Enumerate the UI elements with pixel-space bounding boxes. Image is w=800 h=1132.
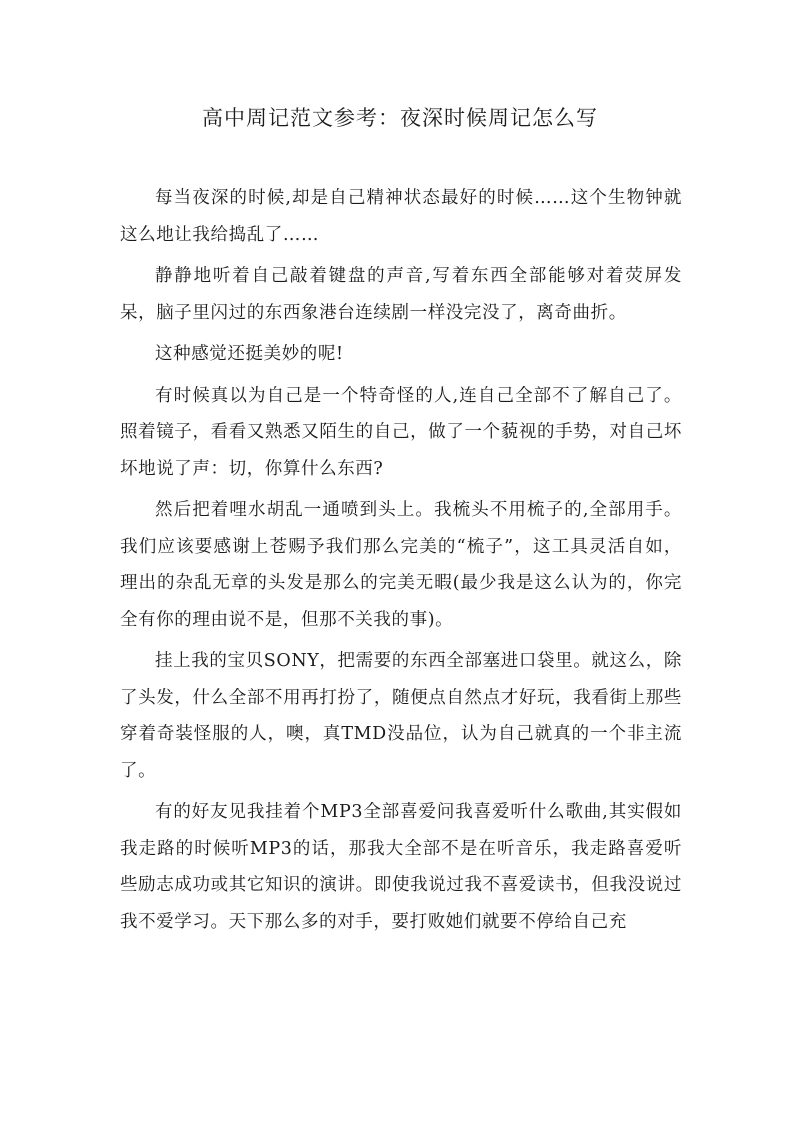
paragraph-1: 每当夜深的时候,却是自己精神状态最好的时候……这个生物钟就这么地让我给捣乱了…… — [120, 188, 682, 245]
paragraph-3: 这种感觉还挺美妙的呢! — [155, 344, 344, 364]
paragraph-2: 静静地听着自己敲着键盘的声音,写着东西全部能够对着荧屏发呆，脑子里闪过的东西象港台连续剧一样没完没了，离奇曲折。 — [120, 266, 682, 323]
document-body — [120, 180, 682, 940]
paragraph-6: 挂上我的宝贝SONY，把需要的东西全部塞进口袋里。就这么，除了头发，什么全部不用再打扮了，随便点自然点才好玩，我看街上那些穿着奇装怪服的人，噢，真TMD没品位，认为自己就真的一个非主流了。 — [120, 651, 682, 781]
paragraph-5: 然后把着哩水胡乱一通喷到头上。我梳头不用梳子的,全部用手。我们应该要感谢上苍赐予我们那么完美的“梳子”，这工具灵活自如，理出的杂乱无章的头发是那么的完美无暇(最少我是这么认为的，你完全有你的理由说不是，但那不关我的事)。 — [120, 500, 682, 630]
document-title: 高中周记范文参考：夜深时候周记怎么写 — [202, 106, 598, 130]
paragraph-7: 有的好友见我挂着个MP3全部喜爱问我喜爱听什么歌曲,其实假如我走路的时候听MP3的话，那我大全部不是在听音乐，我走路喜爱听些励志成功或其它知识的演讲。即使我说过我不喜爱读书，但我没说过我不爱学习。天下那么多的对手，要打败她们就要不停给自己充 — [120, 802, 682, 932]
paragraph-4: 有时候真以为自己是一个特奇怪的人,连自己全部不了解自己了。照着镜子，看看又熟悉又陌生的自己，做了一个藐视的手势，对自己坏坏地说了声：切，你算什么东西? — [120, 385, 682, 479]
